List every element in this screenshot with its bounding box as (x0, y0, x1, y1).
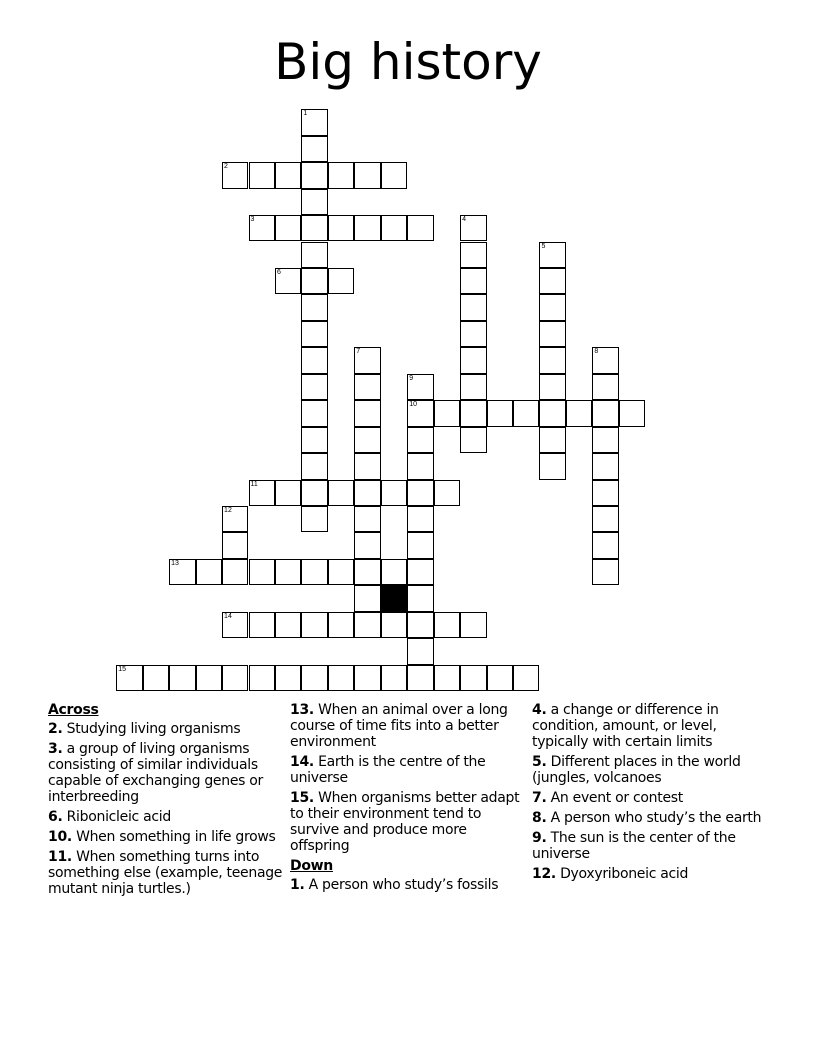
grid-cell[interactable] (328, 162, 354, 188)
grid-cell[interactable] (539, 374, 565, 400)
grid-cell[interactable] (301, 453, 327, 479)
grid-cell[interactable] (249, 162, 275, 188)
clue-down-1 (290, 877, 528, 893)
grid-cell[interactable] (592, 559, 618, 585)
grid-cell[interactable] (354, 612, 380, 638)
cell-number: 15 (118, 665, 127, 673)
grid-cell[interactable] (354, 665, 380, 691)
grid-cell[interactable] (460, 268, 486, 294)
grid-cell[interactable] (513, 665, 539, 691)
grid-cell[interactable] (301, 242, 327, 268)
grid-cell[interactable] (169, 559, 195, 585)
grid-cell[interactable] (249, 612, 275, 638)
grid-cell[interactable] (487, 400, 513, 426)
clue-number: 13. (290, 702, 314, 718)
grid-cell[interactable] (249, 480, 275, 506)
grid-cell[interactable] (487, 665, 513, 691)
grid-cell[interactable] (539, 427, 565, 453)
grid-cell[interactable] (619, 400, 645, 426)
grid-cell[interactable] (539, 268, 565, 294)
grid-cell[interactable] (354, 532, 380, 558)
grid-cell[interactable] (381, 559, 407, 585)
grid-cell[interactable] (513, 400, 539, 426)
grid-cell[interactable] (116, 665, 142, 691)
clue-down-7 (532, 790, 770, 806)
clue-number: 11. (48, 849, 72, 865)
grid-cell[interactable] (301, 506, 327, 532)
grid-cell[interactable] (169, 665, 195, 691)
grid-cell[interactable] (301, 215, 327, 241)
clue-across-2 (48, 721, 286, 737)
grid-cell[interactable] (539, 321, 565, 347)
page-title: Big history (274, 33, 542, 91)
cell-number: 4 (462, 216, 466, 224)
grid-cell[interactable] (566, 400, 592, 426)
grid-cell[interactable] (592, 532, 618, 558)
grid-cell[interactable] (354, 215, 380, 241)
grid-cell[interactable] (354, 585, 380, 611)
grid-cell[interactable] (407, 480, 433, 506)
clue-number: 6. (48, 809, 63, 825)
clues-column-3 (532, 702, 770, 886)
grid-cell[interactable] (592, 453, 618, 479)
grid-cell[interactable] (301, 612, 327, 638)
grid-cell[interactable] (407, 374, 433, 400)
clue-number: 2. (48, 721, 63, 737)
clue-across-13 (290, 702, 528, 750)
clue-across-6 (48, 809, 286, 825)
clue-down-4 (532, 702, 770, 750)
grid-cell[interactable] (407, 215, 433, 241)
grid-cell[interactable] (460, 321, 486, 347)
grid-cell[interactable] (592, 400, 618, 426)
clue-text: When an animal over a long course of time fits into a better environment (290, 702, 508, 750)
grid-cell[interactable] (301, 136, 327, 162)
cell-number: 9 (409, 374, 414, 382)
grid-cell[interactable] (592, 480, 618, 506)
grid-cell[interactable] (196, 559, 222, 585)
clue-text: When something in life grows (76, 829, 276, 845)
grid-cell[interactable] (328, 665, 354, 691)
grid-cell[interactable] (460, 612, 486, 638)
cell-number: 1 (303, 110, 308, 118)
grid-cell[interactable] (275, 665, 301, 691)
clue-across-11 (48, 849, 286, 897)
grid-cell[interactable] (407, 427, 433, 453)
grid-cell[interactable] (407, 585, 433, 611)
grid-cell[interactable] (354, 427, 380, 453)
grid-cell[interactable] (381, 215, 407, 241)
clue-number: 5. (532, 754, 547, 770)
clue-across-10 (48, 829, 286, 845)
grid-cell[interactable] (460, 665, 486, 691)
clue-number: 4. (532, 702, 547, 718)
grid-cell[interactable] (407, 532, 433, 558)
grid-cell[interactable] (328, 215, 354, 241)
grid-cell[interactable] (301, 268, 327, 294)
clue-text: Earth is the centre of the universe (290, 754, 486, 786)
grid-cell[interactable] (275, 559, 301, 585)
cell-number: 12 (224, 507, 232, 514)
clue-number: 15. (290, 790, 314, 806)
grid-cell[interactable] (460, 242, 486, 268)
grid-cell[interactable] (407, 559, 433, 585)
clue-text: Different places in the world (jungles, volcanoes (532, 754, 741, 786)
clue-text: Studying living organisms (66, 721, 241, 737)
grid-cell[interactable] (460, 374, 486, 400)
grid-cell[interactable] (460, 427, 486, 453)
grid-cell[interactable] (301, 347, 327, 373)
grid-cell[interactable] (381, 665, 407, 691)
clue-number: 7. (532, 790, 547, 806)
clue-down-9 (532, 830, 770, 862)
grid-cell[interactable] (592, 506, 618, 532)
clue-text: A person who study’s fossils (308, 877, 499, 893)
clue-number: 3. (48, 741, 63, 757)
clue-text: When something turns into something else (example, teenage mutant ninja turtles.) (48, 849, 283, 897)
grid-cell[interactable] (539, 347, 565, 373)
grid-cell[interactable] (460, 400, 486, 426)
grid-cell[interactable] (222, 612, 248, 638)
clues-column-2 (290, 702, 528, 897)
grid-cell[interactable] (301, 189, 327, 215)
across-heading: Across (48, 702, 99, 718)
cell-number: 7 (356, 348, 361, 356)
grid-cell[interactable] (407, 506, 433, 532)
clue-across-3 (48, 741, 286, 805)
grid-cell[interactable] (434, 665, 460, 691)
clue-down-5 (532, 754, 770, 786)
grid-cell[interactable] (301, 480, 327, 506)
cell-number: 11 (250, 480, 258, 488)
grid-cell[interactable] (222, 665, 248, 691)
cell-number: 3 (250, 216, 255, 224)
grid-cell[interactable] (592, 427, 618, 453)
grid-cell[interactable] (354, 400, 380, 426)
grid-cell[interactable] (407, 638, 433, 664)
grid-cell[interactable] (354, 162, 380, 188)
down-heading: Down (290, 858, 333, 874)
grid-cell[interactable] (249, 215, 275, 241)
grid-cell[interactable] (539, 453, 565, 479)
grid-cell[interactable] (381, 480, 407, 506)
grid-cell[interactable] (275, 162, 301, 188)
cell-number: 5 (541, 242, 546, 250)
clue-number: 9. (532, 830, 547, 846)
clue-text: a group of living organisms consisting of similar individuals capable of exchanging genes or interbreeding (48, 741, 263, 805)
grid-cell[interactable] (143, 665, 169, 691)
clue-across-15 (290, 790, 528, 854)
grid-cell[interactable] (222, 506, 248, 532)
grid-cell[interactable] (301, 400, 327, 426)
clue-text: A person who study’s the earth (550, 810, 762, 826)
grid-cell[interactable] (354, 559, 380, 585)
clue-text: When organisms better adapt to their environment tend to survive and produce more offspring (290, 790, 520, 854)
grid-cell[interactable] (222, 162, 248, 188)
clue-down-12 (532, 866, 770, 882)
clue-across-14 (290, 754, 528, 786)
grid-cell[interactable] (434, 612, 460, 638)
grid-cell[interactable] (301, 427, 327, 453)
clue-number: 14. (290, 754, 314, 770)
grid-cell[interactable] (592, 374, 618, 400)
grid-cell[interactable] (328, 612, 354, 638)
grid-cell[interactable] (434, 480, 460, 506)
grid-cell[interactable] (196, 665, 222, 691)
clue-text: An event or contest (550, 790, 683, 806)
grid-cell[interactable] (275, 268, 301, 294)
clue-text: The sun is the center of the universe (532, 830, 736, 862)
clue-number: 8. (532, 810, 547, 826)
grid-cell[interactable] (354, 480, 380, 506)
grid-cell[interactable] (354, 347, 380, 373)
cell-number: 14 (224, 612, 232, 620)
grid-cell[interactable] (301, 321, 327, 347)
grid-cell[interactable] (301, 109, 327, 135)
grid-cell[interactable] (460, 294, 486, 320)
grid-cell[interactable] (434, 400, 460, 426)
grid-cell[interactable] (301, 294, 327, 320)
grid-cell[interactable] (328, 268, 354, 294)
grid-cell[interactable] (539, 400, 565, 426)
grid-cell[interactable] (301, 162, 327, 188)
grid-cell[interactable] (381, 612, 407, 638)
grid-cell[interactable] (249, 559, 275, 585)
clues-column-1 (48, 702, 286, 901)
clue-down-8 (532, 810, 770, 826)
grid-cell[interactable] (354, 374, 380, 400)
grid-cell[interactable] (328, 559, 354, 585)
black-cell (381, 585, 407, 611)
clue-text: a change or difference in condition, amount, or level, typically with certain limits (532, 702, 719, 750)
grid-cell[interactable] (275, 480, 301, 506)
cell-number: 2 (224, 163, 228, 171)
grid-cell[interactable] (222, 559, 248, 585)
grid-cell[interactable] (275, 215, 301, 241)
cell-number: 8 (594, 348, 599, 356)
grid-cell[interactable] (407, 665, 433, 691)
grid-cell[interactable] (460, 347, 486, 373)
grid-cell[interactable] (539, 294, 565, 320)
grid-cell[interactable] (539, 242, 565, 268)
grid-cell[interactable] (592, 347, 618, 373)
grid-cell[interactable] (275, 612, 301, 638)
clue-number: 12. (532, 866, 556, 882)
clue-text: Dyoxyriboneic acid (560, 866, 689, 882)
cell-number: 10 (409, 401, 417, 409)
grid-cell[interactable] (407, 612, 433, 638)
grid-cell[interactable] (407, 400, 433, 426)
grid-cell[interactable] (460, 215, 486, 241)
clue-number: 10. (48, 829, 72, 845)
grid-cell[interactable] (301, 665, 327, 691)
clue-text: Ribonicleic acid (66, 809, 171, 825)
grid-cell[interactable] (249, 665, 275, 691)
grid-cell[interactable] (222, 532, 248, 558)
grid-cell[interactable] (381, 162, 407, 188)
grid-cell[interactable] (354, 506, 380, 532)
grid-cell[interactable] (354, 453, 380, 479)
grid-cell[interactable] (407, 453, 433, 479)
grid-cell[interactable] (301, 559, 327, 585)
cell-number: 13 (171, 559, 179, 567)
cell-number: 6 (276, 268, 281, 276)
grid-cell[interactable] (328, 480, 354, 506)
clue-number: 1. (290, 877, 305, 893)
grid-cell[interactable] (301, 374, 327, 400)
